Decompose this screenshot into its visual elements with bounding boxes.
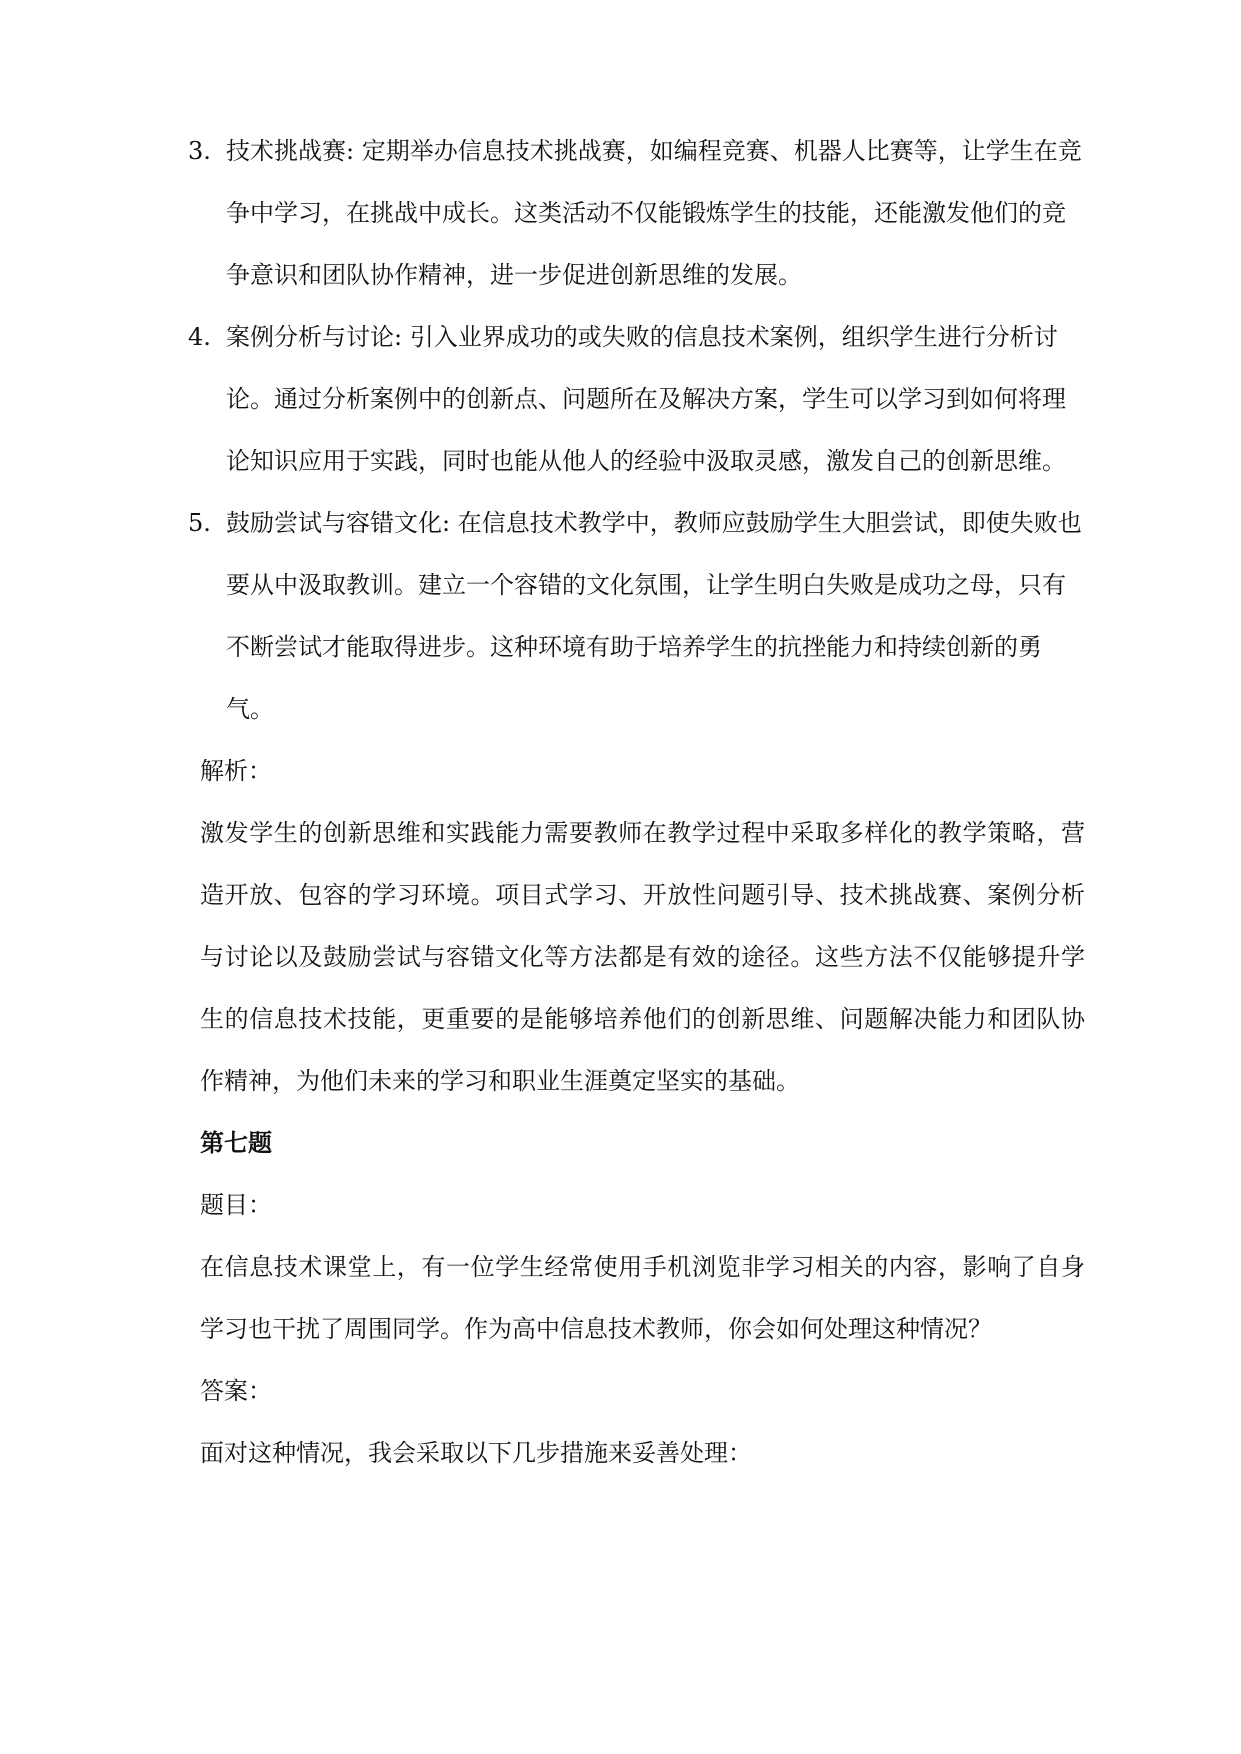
prompt-text: 在信息技术课堂上，有一位学生经常使用手机浏览非学习相关的内容，影响了自身学习也干扰了周围同学。作为高中信息技术教师，你会如何处理这种情况？ <box>200 1253 1085 1343</box>
list-item-number: 3. <box>188 137 211 165</box>
question-heading: 第七题 <box>200 1129 272 1157</box>
analysis-label: 解析： <box>200 757 272 785</box>
list-item-3 <box>188 120 1088 306</box>
list-item-4 <box>188 306 1088 492</box>
list-item-5 <box>188 492 1088 740</box>
list-item-text: 案例分析与讨论: 引入业界成功的或失败的信息技术案例，组织学生进行分析讨论。通过分析案例中的创新点、问题所在及解决方案，学生可以学习到如何将理论知识应用于实践，同时也能从他人的经验中汲取灵感，激发自己的创新思维。 <box>226 323 1066 475</box>
list-item-text: 鼓励尝试与容错文化: 在信息技术教学中，教师应鼓励学生大胆尝试，即使失败也要从中汲取教训。建立一个容错的文化氛围，让学生明白失败是成功之母，只有不断尝试才能取得进步。这种环境有助于培养学生的抗挫能力和持续创新的勇气。 <box>226 509 1082 723</box>
list-item-text: 技术挑战赛: 定期举办信息技术挑战赛，如编程竞赛、机器人比赛等，让学生在竞争中学习，在挑战中成长。这类活动不仅能锻炼学生的技能，还能激发他们的竞争意识和团队协作精神，进一步促进创新思维的发展。 <box>226 137 1082 289</box>
list-item-number: 5. <box>188 509 211 537</box>
prompt-label: 题目： <box>200 1191 272 1219</box>
answer-intro: 面对这种情况，我会采取以下几步措施来妥善处理： <box>200 1439 752 1467</box>
analysis-text: 激发学生的创新思维和实践能力需要教师在教学过程中采取多样化的教学策略，营造开放、包容的学习环境。项目式学习、开放性问题引导、技术挑战赛、案例分析与讨论以及鼓励尝试与容错文化等方法都是有效的途径。这些方法不仅能够提升学生的信息技术技能，更重要的是能够培养他们的创新思维、问题解决能力和团队协作精神，为他们未来的学习和职业生涯奠定坚实的基础。 <box>200 819 1085 1095</box>
answer-label: 答案： <box>200 1377 272 1405</box>
list-item-number: 4. <box>188 323 211 351</box>
